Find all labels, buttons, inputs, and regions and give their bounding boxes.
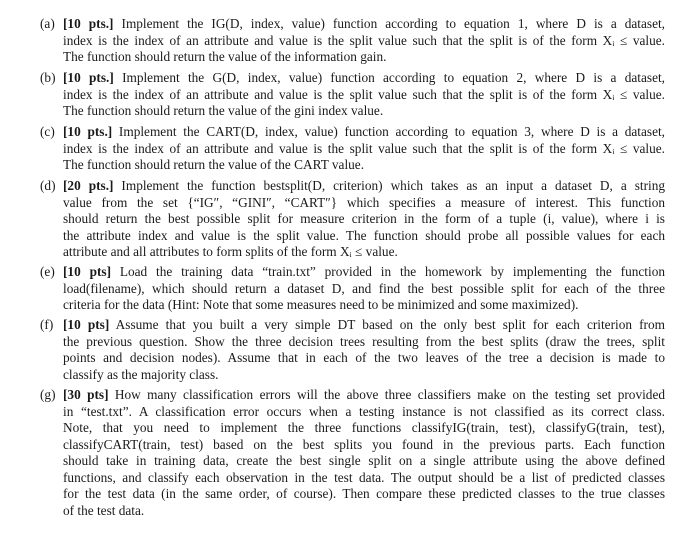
points-badge: [10 pts] [63, 317, 110, 332]
question-body: [20 pts.] Implement the function bestsplit(D, criterion) which takes as an input a dataset D, a string value from the set {“IG″, “GINI″, “CART″} which specifies a measure of interest. This function should return the best possible split for measure criterion in the form of a tuple (i, value), where i is the attribute index and value is the split value. The function should probe all possible values for each attribute and all attributes to form splits of the form Xᵢ ≤ value. [63, 178, 665, 259]
points-badge: [20 pts.] [63, 178, 114, 193]
question-body: [10 pts] Assume that you built a very simple DT based on the only best split for each criterion from the previous question. Show the three decision trees resulting from the best splits (draw the trees, split points and decision nodes). Assume that in each of the two leaves of the tree a decision is made to classify as the majority class. [63, 317, 665, 382]
question-body: [10 pts.] Implement the IG(D, index, value) function according to equation 1, where D is a dataset, index is the index of an attribute and value is the split value such that the split is of the form Xᵢ ≤ value. The function should return the value of the information gain. [63, 16, 665, 64]
question-body: [10 pts.] Implement the CART(D, index, value) function according to equation 3, where D is a dataset, index is the index of an attribute and value is the split value such that the split is of the form Xᵢ ≤ value. The function should return the value of the CART value. [63, 124, 665, 172]
question-body: [30 pts] How many classification errors will the above three classifiers make on the testing set provided in “test.txt”. A classification error occurs when a testing instance is not classified as its correct class. Note, that you need to implement the three functions classifyIG(train, test), classifyG(train, test), classifyCART(train, test) based on the best splits you found in the previous parts. Each function should take in training data, create the best single split on a single attribute using the above defined functions, and classify each observation in the test data. The output should be a list of predicted classes for the test data (in the same order, of course). Then compare these predicted classes to the true classes of the test data. [63, 387, 665, 518]
question-label: (d) [40, 178, 56, 193]
question-label: (a) [40, 16, 55, 31]
question-body: [10 pts] Load the training data “train.txt” provided in the homework by implementing the function load(filename), which should return a dataset D, and find the best possible split for each of the three criteria for the data (Hint: Note that some measures need to be minimized and some maximized). [63, 264, 665, 312]
question-label: (f) [40, 317, 54, 332]
points-badge: [10 pts.] [63, 70, 114, 85]
question-label: (c) [40, 124, 55, 139]
question-body: [10 pts.] Implement the G(D, index, value) function according to equation 2, where D is a dataset, index is the index of an attribute and value is the split value such that the split is of the form Xᵢ ≤ value. The function should return the value of the gini index value. [63, 70, 665, 118]
question-label: (e) [40, 264, 55, 279]
points-badge: [10 pts] [63, 264, 111, 279]
question-label: (g) [40, 387, 56, 402]
points-badge: [10 pts.] [63, 16, 114, 31]
question-label: (b) [40, 70, 56, 85]
points-badge: [10 pts.] [63, 124, 113, 139]
points-badge: [30 pts] [63, 387, 109, 402]
